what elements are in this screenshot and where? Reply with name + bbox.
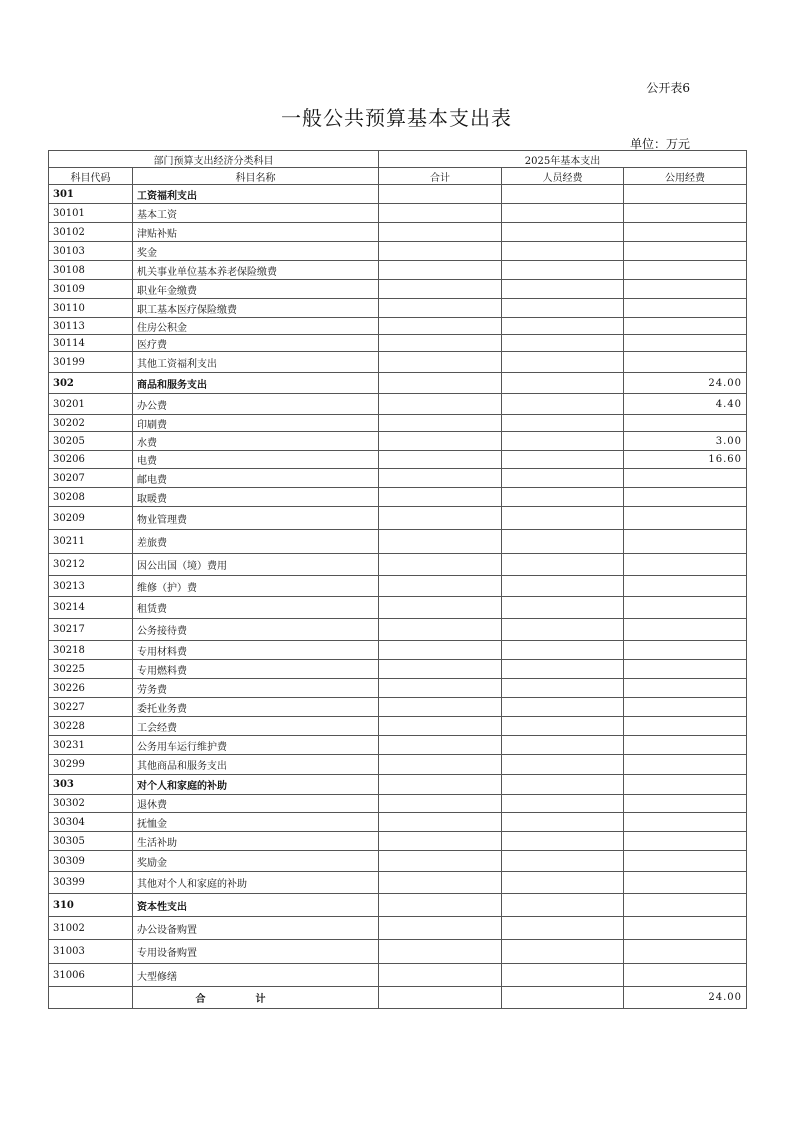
row-code: 30214 <box>49 597 133 619</box>
row-personnel <box>502 964 624 987</box>
row-total <box>379 394 502 415</box>
column-header-code: 科目代码 <box>49 168 133 185</box>
row-code: 30299 <box>49 755 133 775</box>
group-header-row <box>49 151 747 168</box>
row-name: 资本性支出 <box>133 894 379 917</box>
row-name: 公务用车运行维护费 <box>133 736 379 755</box>
row-total <box>379 318 502 335</box>
row-public: 16.60 <box>624 451 747 469</box>
row-total <box>379 185 502 204</box>
row-public <box>624 964 747 987</box>
row-total <box>379 373 502 394</box>
row-public <box>624 530 747 554</box>
row-personnel <box>502 373 624 394</box>
row-public <box>624 872 747 894</box>
row-total <box>379 679 502 698</box>
row-total <box>379 795 502 813</box>
table-row <box>49 576 747 597</box>
row-personnel <box>502 775 624 795</box>
row-name: 职工基本医疗保险缴费 <box>133 299 379 318</box>
table-row <box>49 872 747 894</box>
row-code: 30108 <box>49 261 133 280</box>
row-public <box>624 223 747 242</box>
row-personnel <box>502 554 624 576</box>
total-row-code <box>49 987 133 1009</box>
row-code: 30305 <box>49 832 133 851</box>
row-personnel <box>502 795 624 813</box>
table-row <box>49 619 747 641</box>
row-total <box>379 204 502 223</box>
table-row <box>49 352 747 373</box>
row-personnel <box>502 755 624 775</box>
row-total <box>379 335 502 352</box>
row-code: 30103 <box>49 242 133 261</box>
row-personnel <box>502 530 624 554</box>
row-personnel <box>502 576 624 597</box>
row-code: 30225 <box>49 660 133 679</box>
row-code: 30109 <box>49 280 133 299</box>
row-personnel <box>502 507 624 530</box>
row-code: 30205 <box>49 432 133 451</box>
row-personnel <box>502 204 624 223</box>
row-total <box>379 299 502 318</box>
row-personnel <box>502 185 624 204</box>
table-row <box>49 755 747 775</box>
row-code: 30211 <box>49 530 133 554</box>
row-public: 24.00 <box>624 373 747 394</box>
row-name: 工资福利支出 <box>133 185 379 204</box>
row-public <box>624 469 747 488</box>
row-name: 水费 <box>133 432 379 451</box>
row-public <box>624 917 747 940</box>
table-row <box>49 554 747 576</box>
table-row <box>49 204 747 223</box>
row-personnel <box>502 299 624 318</box>
row-public <box>624 660 747 679</box>
row-total <box>379 698 502 717</box>
row-public <box>624 597 747 619</box>
row-total <box>379 554 502 576</box>
row-public <box>624 679 747 698</box>
row-name: 劳务费 <box>133 679 379 698</box>
row-personnel <box>502 451 624 469</box>
row-name: 抚恤金 <box>133 813 379 832</box>
row-public <box>624 185 747 204</box>
row-name: 专用设备购置 <box>133 940 379 964</box>
table-row <box>49 641 747 660</box>
row-name: 取暖费 <box>133 488 379 507</box>
row-personnel <box>502 641 624 660</box>
page-title: 一般公共预算基本支出表 <box>281 106 512 130</box>
column-header-name: 科目名称 <box>133 168 379 185</box>
row-personnel <box>502 917 624 940</box>
row-code: 31003 <box>49 940 133 964</box>
row-personnel <box>502 394 624 415</box>
row-code: 30209 <box>49 507 133 530</box>
row-total <box>379 223 502 242</box>
row-code: 30101 <box>49 204 133 223</box>
total-row-label: 合计 <box>133 987 379 1009</box>
table-row <box>49 917 747 940</box>
row-code: 30202 <box>49 415 133 432</box>
row-code: 30206 <box>49 451 133 469</box>
row-personnel <box>502 660 624 679</box>
row-personnel <box>502 223 624 242</box>
row-total <box>379 917 502 940</box>
row-public <box>624 415 747 432</box>
row-name: 维修（护）费 <box>133 576 379 597</box>
row-personnel <box>502 813 624 832</box>
table-row <box>49 299 747 318</box>
row-personnel <box>502 280 624 299</box>
row-total <box>379 530 502 554</box>
row-public <box>624 698 747 717</box>
row-personnel <box>502 597 624 619</box>
row-personnel <box>502 940 624 964</box>
row-total <box>379 813 502 832</box>
row-name: 退休费 <box>133 795 379 813</box>
table-row <box>49 679 747 698</box>
row-code: 30399 <box>49 872 133 894</box>
row-total <box>379 736 502 755</box>
row-public <box>624 204 747 223</box>
row-name: 津贴补贴 <box>133 223 379 242</box>
row-code: 30114 <box>49 335 133 352</box>
row-personnel <box>502 851 624 872</box>
row-code: 30201 <box>49 394 133 415</box>
row-public <box>624 894 747 917</box>
total-row <box>49 987 747 1009</box>
group-header-classification: 部门预算支出经济分类科目 <box>49 151 379 168</box>
table-row <box>49 394 747 415</box>
table-row <box>49 335 747 352</box>
row-personnel <box>502 242 624 261</box>
row-name: 因公出国（境）费用 <box>133 554 379 576</box>
table-row <box>49 813 747 832</box>
row-code: 30208 <box>49 488 133 507</box>
row-name: 租赁费 <box>133 597 379 619</box>
row-code: 30207 <box>49 469 133 488</box>
total-row-total <box>379 987 502 1009</box>
row-code: 30226 <box>49 679 133 698</box>
table-row <box>49 488 747 507</box>
row-name: 职业年金缴费 <box>133 280 379 299</box>
row-personnel <box>502 352 624 373</box>
row-code: 302 <box>49 373 133 394</box>
row-total <box>379 261 502 280</box>
row-total <box>379 597 502 619</box>
row-personnel <box>502 832 624 851</box>
row-total <box>379 469 502 488</box>
row-total <box>379 576 502 597</box>
row-total <box>379 660 502 679</box>
table-row <box>49 894 747 917</box>
row-code: 30213 <box>49 576 133 597</box>
row-name: 印刷费 <box>133 415 379 432</box>
column-header-personnel: 人员经费 <box>502 168 624 185</box>
table-row <box>49 775 747 795</box>
row-public <box>624 717 747 736</box>
row-name: 专用燃料费 <box>133 660 379 679</box>
row-code: 30102 <box>49 223 133 242</box>
row-total <box>379 641 502 660</box>
row-public <box>624 940 747 964</box>
row-personnel <box>502 488 624 507</box>
table-row <box>49 597 747 619</box>
table-row <box>49 242 747 261</box>
row-personnel <box>502 415 624 432</box>
row-code: 30309 <box>49 851 133 872</box>
row-personnel <box>502 872 624 894</box>
row-total <box>379 755 502 775</box>
row-total <box>379 964 502 987</box>
row-name: 住房公积金 <box>133 318 379 335</box>
row-public <box>624 554 747 576</box>
row-public <box>624 261 747 280</box>
row-total <box>379 940 502 964</box>
table-row <box>49 507 747 530</box>
row-name: 奖金 <box>133 242 379 261</box>
table-row <box>49 736 747 755</box>
row-name: 其他对个人和家庭的补助 <box>133 872 379 894</box>
group-header-basic-expenditure: 2025年基本支出 <box>379 151 747 168</box>
table-row <box>49 964 747 987</box>
total-row-personnel <box>502 987 624 1009</box>
row-public <box>624 299 747 318</box>
row-name: 基本工资 <box>133 204 379 223</box>
row-public <box>624 775 747 795</box>
column-header-total: 合计 <box>379 168 502 185</box>
row-code: 30228 <box>49 717 133 736</box>
table-row <box>49 261 747 280</box>
row-total <box>379 432 502 451</box>
row-code: 30217 <box>49 619 133 641</box>
row-code: 30110 <box>49 299 133 318</box>
row-personnel <box>502 469 624 488</box>
row-code: 31006 <box>49 964 133 987</box>
row-name: 物业管理费 <box>133 507 379 530</box>
row-public <box>624 280 747 299</box>
row-code: 303 <box>49 775 133 795</box>
row-total <box>379 280 502 299</box>
table-row <box>49 451 747 469</box>
row-personnel <box>502 698 624 717</box>
row-public <box>624 851 747 872</box>
row-code: 30113 <box>49 318 133 335</box>
row-name: 奖励金 <box>133 851 379 872</box>
row-public <box>624 576 747 597</box>
row-name: 公务接待费 <box>133 619 379 641</box>
total-row-public: 24.00 <box>624 987 747 1009</box>
row-code: 31002 <box>49 917 133 940</box>
row-total <box>379 619 502 641</box>
table-row <box>49 795 747 813</box>
row-name: 差旅费 <box>133 530 379 554</box>
row-public <box>624 619 747 641</box>
row-name: 工会经费 <box>133 717 379 736</box>
column-header-row <box>49 168 747 185</box>
row-public: 4.40 <box>624 394 747 415</box>
row-public <box>624 736 747 755</box>
row-personnel <box>502 335 624 352</box>
row-total <box>379 872 502 894</box>
row-total <box>379 832 502 851</box>
row-public <box>624 641 747 660</box>
table-row <box>49 698 747 717</box>
row-total <box>379 415 502 432</box>
row-name: 机关事业单位基本养老保险缴费 <box>133 261 379 280</box>
table-row <box>49 185 747 204</box>
table-row <box>49 318 747 335</box>
row-code: 310 <box>49 894 133 917</box>
row-name: 大型修缮 <box>133 964 379 987</box>
row-public <box>624 832 747 851</box>
table-row <box>49 660 747 679</box>
row-public <box>624 352 747 373</box>
row-name: 电费 <box>133 451 379 469</box>
row-public <box>624 755 747 775</box>
row-total <box>379 488 502 507</box>
row-code: 30199 <box>49 352 133 373</box>
row-total <box>379 352 502 373</box>
table-row <box>49 832 747 851</box>
row-name: 办公设备购置 <box>133 917 379 940</box>
row-total <box>379 851 502 872</box>
row-name: 对个人和家庭的补助 <box>133 775 379 795</box>
table-row <box>49 940 747 964</box>
row-public <box>624 507 747 530</box>
table-row <box>49 373 747 394</box>
row-personnel <box>502 717 624 736</box>
table-id-label: 公开表6 <box>646 81 690 95</box>
row-total <box>379 775 502 795</box>
unit-label: 单位：万元 <box>629 137 690 151</box>
table-row <box>49 280 747 299</box>
row-code: 30227 <box>49 698 133 717</box>
row-name: 其他商品和服务支出 <box>133 755 379 775</box>
row-total <box>379 451 502 469</box>
row-public <box>624 318 747 335</box>
table-row <box>49 717 747 736</box>
row-total <box>379 717 502 736</box>
row-code: 30304 <box>49 813 133 832</box>
row-personnel <box>502 736 624 755</box>
table-row <box>49 469 747 488</box>
row-code: 30302 <box>49 795 133 813</box>
table-row <box>49 851 747 872</box>
column-header-public: 公用经费 <box>624 168 747 185</box>
row-name: 其他工资福利支出 <box>133 352 379 373</box>
table-row <box>49 530 747 554</box>
row-personnel <box>502 619 624 641</box>
row-name: 生活补助 <box>133 832 379 851</box>
row-name: 邮电费 <box>133 469 379 488</box>
row-code: 30212 <box>49 554 133 576</box>
row-public: 3.00 <box>624 432 747 451</box>
budget-table <box>48 150 747 1009</box>
row-public <box>624 795 747 813</box>
row-code: 30231 <box>49 736 133 755</box>
row-public <box>624 335 747 352</box>
row-personnel <box>502 894 624 917</box>
table-row <box>49 415 747 432</box>
row-name: 委托业务费 <box>133 698 379 717</box>
row-total <box>379 894 502 917</box>
row-name: 专用材料费 <box>133 641 379 660</box>
row-public <box>624 242 747 261</box>
row-code: 301 <box>49 185 133 204</box>
row-total <box>379 242 502 261</box>
row-personnel <box>502 679 624 698</box>
table-row <box>49 432 747 451</box>
row-code: 30218 <box>49 641 133 660</box>
table-row <box>49 223 747 242</box>
row-total <box>379 507 502 530</box>
row-public <box>624 488 747 507</box>
row-public <box>624 813 747 832</box>
row-name: 医疗费 <box>133 335 379 352</box>
row-personnel <box>502 318 624 335</box>
row-personnel <box>502 261 624 280</box>
row-personnel <box>502 432 624 451</box>
row-name: 商品和服务支出 <box>133 373 379 394</box>
row-name: 办公费 <box>133 394 379 415</box>
